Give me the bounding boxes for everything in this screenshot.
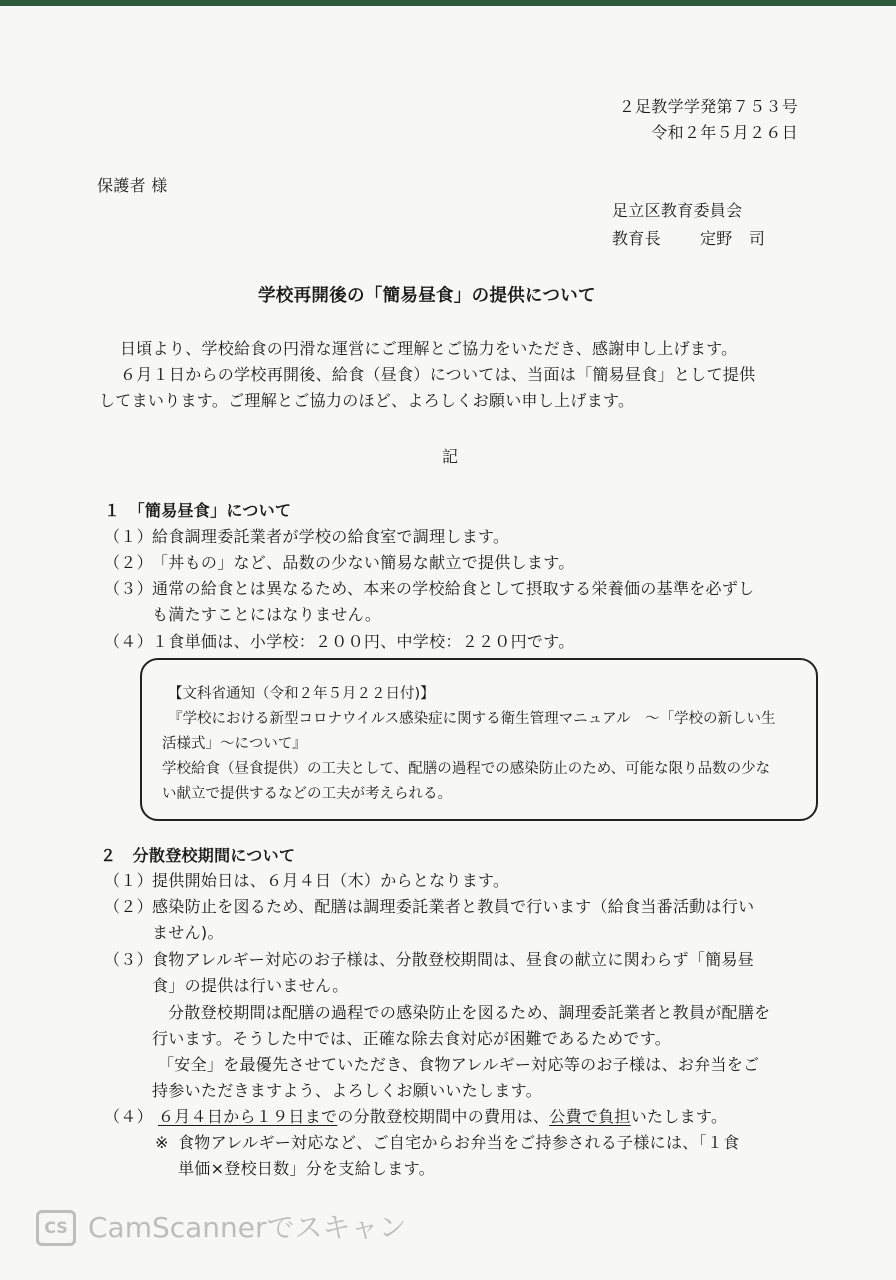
document-number: ２足教学学発第７５３号 — [618, 97, 798, 116]
section-2-item-3-line-4: 行います。そうした中では、正確な除去食対応が困難であるためです。 — [152, 1029, 672, 1048]
section-2-item-2-line-1: 感染防止を図るため、配膳は調理委託業者と教員で行います（給食当番活動は行い — [152, 897, 755, 916]
section-1-item-3-number: （３） — [104, 579, 153, 598]
document-title: 学校再開後の「簡易昼食」の提供について — [258, 286, 596, 306]
document-date: 令和２年５月２６日 — [651, 123, 798, 142]
notice-line-2: 『学校における新型コロナウイルス感染症に関する衛生管理マニュアル ～「学校の新しい生 — [168, 711, 776, 727]
notice-line-4: 学校給食（昼食提供）の工夫として、配膳の過程での感染防止のため、可能な限り品数の少な — [162, 761, 771, 777]
intro-line-3: してまいります。ご理解とご協力のほど、よろしくお願い申し上げます。 — [99, 391, 635, 410]
note-line-2: 単価×登校日数」分を支給します。 — [178, 1159, 435, 1178]
section-1-item-4-number: （４） — [104, 632, 153, 651]
section-2-heading: ２ 分散登校期間について — [100, 846, 296, 865]
section-2-item-1-number: （１） — [104, 871, 153, 890]
intro-line-2: ６月１日からの学校再開後、給食（昼食）については、当面は「簡易昼食」として提供 — [120, 365, 756, 384]
sender-name: 定野 司 — [700, 229, 766, 248]
period-text: の分散登校期間中の費用は、 — [337, 1107, 550, 1126]
section-1-heading: １ 「簡易昼食」について — [104, 501, 292, 520]
section-2-item-4-number: （４） — [104, 1107, 153, 1126]
camscanner-logo-icon: CS — [36, 1210, 76, 1246]
notice-line-3: 活様式」～について』 — [162, 736, 307, 752]
section-2-item-3-line-3: 分散登校期間は配膳の過程での感染防止を図るため、調理委託業者と教員が配膳を — [168, 1003, 771, 1022]
section-2-item-2-number: （２） — [104, 897, 153, 916]
period-underlined: ６月４日から１９日まで — [158, 1107, 338, 1126]
section-2-item-4 — [158, 1107, 727, 1127]
sender-title: 教育長 — [612, 229, 661, 248]
intro-line-1: 日頃より、学校給食の円滑な運営にご理解とご協力をいただき、感謝申し上げます。 — [120, 339, 738, 358]
section-2-item-3-line-2: 食」の提供は行いません。 — [152, 976, 349, 995]
section-2-item-3-line-1: 食物アレルギー対応のお子様は、分散登校期間は、昼食の献立に関わらず「簡易昼 — [152, 950, 755, 969]
camscanner-watermark-text: CamScannerでスキャン — [88, 1211, 407, 1244]
section-2-item-1: 提供開始日は、６月４日（木）からとなります。 — [152, 871, 510, 890]
recipient: 保護者 様 — [97, 176, 168, 195]
notice-line-5: い献立で提供するなどの工夫が考えられる。 — [162, 786, 452, 802]
sender-organization: 足立区教育委員会 — [612, 201, 743, 220]
section-2-item-2-line-2: ません)。 — [152, 923, 224, 942]
notice-heading: 【文科省通知（令和２年５月２２日付)】 — [168, 686, 435, 702]
section-1-item-1-number: （１） — [104, 527, 153, 546]
scan-top-edge — [0, 0, 896, 6]
section-2-item-3-line-6: 持参いただきますよう、よろしくお願いいたします。 — [152, 1081, 542, 1100]
public-expense-underlined: 公費で負担 — [549, 1107, 631, 1126]
section-1-item-3-line-1: 通常の給食とは異なるため、本来の学校給食として摂取する栄養価の基準を必ずし — [152, 579, 755, 598]
section-1-item-1: 給食調理委託業者が学校の給食室で調理します。 — [152, 527, 510, 546]
section-1-item-2: 「丼もの」など、品数の少ない簡易な献立で提供します。 — [152, 553, 575, 572]
section-1-item-4: １食単価は、小学校：２００円、中学校：２２０円です。 — [152, 632, 575, 651]
note-line-1: 食物アレルギー対応など、ご自宅からお弁当をご持参される子様には、「１食 — [178, 1133, 740, 1152]
section-2-item-3-line-5: 「安全」を最優先させていただき、食物アレルギー対応等のお子様は、お弁当をご — [158, 1055, 760, 1074]
section-1-item-2-number: （２） — [104, 553, 153, 572]
section-2-item-3-number: （３） — [104, 950, 153, 969]
ki-marker: 記 — [442, 447, 459, 466]
section-1-item-3-line-2: も満たすことにはなりません。 — [152, 605, 382, 624]
note-mark: ※ — [155, 1133, 169, 1152]
item-4-ending: いたします。 — [630, 1107, 728, 1126]
